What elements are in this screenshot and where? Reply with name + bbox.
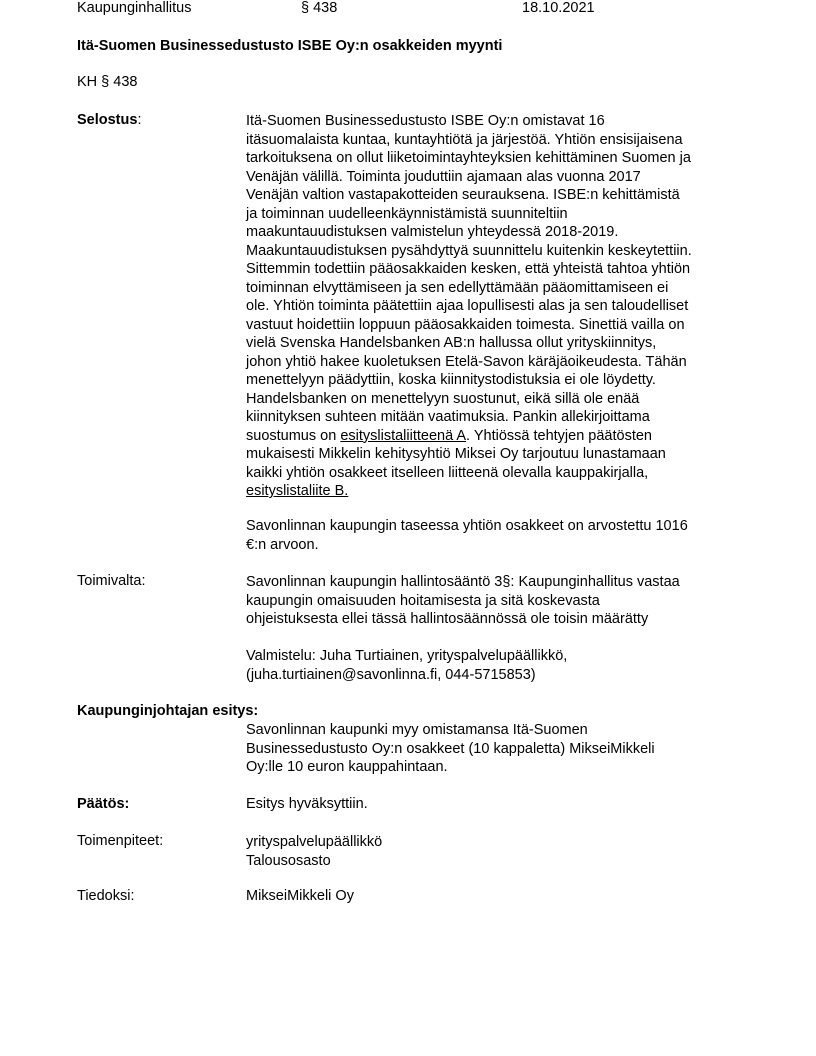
esitys-label: Kaupunginjohtajan esitys: <box>77 703 259 719</box>
selostus-line: kiinnityksen suhteen mitään vaatimuksia. Pankin allekirjoittama <box>246 409 650 425</box>
selostus-line: johon yhtiö hakee kuoletuksen Etelä-Savon käräjäoikeudesta. Tähän <box>246 353 687 370</box>
selostus-line <box>246 427 746 446</box>
tiedoksi-text: MikseiMikkeli Oy <box>246 888 354 904</box>
valuation-line: Savonlinnan kaupungin taseessa yhtiön osakkeet on arvostettu 1016 <box>246 518 688 534</box>
selostus-line-text: suostumus on <box>246 427 341 444</box>
selostus-line: kaikki yhtiön osakkeet itselleen liitteenä olevalla kauppakirjalla, <box>246 464 649 481</box>
toimenpiteet-label: Toimenpiteet: <box>77 833 164 849</box>
paatos-label: Päätös: <box>77 796 130 812</box>
selostus-line: ja toiminnan uudelleenkäynnistämistä suunniteltiin <box>246 205 568 222</box>
selostus-label-colon: : <box>137 112 142 128</box>
selostus-line: Itä-Suomen Businessedustusto ISBE Oy:n omistavat 16 <box>246 113 605 129</box>
selostus-line: maakuntauudistuksen valmistelun yhteydessä 2018-2019. <box>246 224 619 240</box>
toimivalta-label: Toimivalta: <box>77 573 146 589</box>
selostus-line: menettelyyn päädyttiin, koska kiinnitystodistuksia ei ole löydetty. <box>246 372 656 388</box>
header-org: Kaupunginhallitus <box>77 0 192 16</box>
header-section: § 438 <box>301 0 338 16</box>
selostus-line <box>246 482 746 501</box>
selostus-line-text: . Yhtiössä tehtyjen päätösten <box>466 427 652 444</box>
toimenpiteet-body <box>246 833 746 870</box>
selostus-line: vastuut hoidettiin loppuun pääosakkaiden toimesta. Sinettiä vailla on <box>246 316 685 333</box>
esitys-line: Oy:lle 10 euron kauppahintaan. <box>246 759 448 775</box>
esitys-line: Businessedustusto Oy:n osakkeet (10 kappaletta) MikseiMikkeli <box>246 740 655 757</box>
selostus-label <box>77 112 141 128</box>
selostus-line: vielä Svenska Handelsbanken AB:n hallussa ollut yrityskiinnitys, <box>246 335 657 351</box>
toimivalta-line: Savonlinnan kaupungin hallintosääntö 3§: Kaupunginhallitus vastaa <box>246 574 680 590</box>
header-date: 18.10.2021 <box>522 0 595 16</box>
kh-reference: KH § 438 <box>77 74 138 90</box>
attachment-b-link[interactable]: esityslistaliite B. <box>246 483 349 499</box>
toimivalta-body <box>246 573 746 629</box>
valuation-line: €:n arvoon. <box>246 536 319 553</box>
toimenpiteet-line: yrityspalvelupäällikkö <box>246 834 383 850</box>
selostus-line: ole. Yhtiön toiminta päätettiin ajaa lopullisesti alas ja sen taloudelliset <box>246 298 689 314</box>
selostus-body <box>246 112 746 501</box>
valmistelu-paragraph <box>246 647 746 684</box>
valmistelu-line: (juha.turtiainen@savonlinna.fi, 044-5715853) <box>246 666 536 683</box>
document-title: Itä-Suomen Businessedustusto ISBE Oy:n osakkeiden myynti <box>77 38 503 54</box>
selostus-line: Sittemmin todettiin pääosakkaiden kesken, että yhteistä tahtoa yhtiön <box>246 261 691 277</box>
selostus-line: Handelsbanken on menettelyyn suostunut, eikä sillä ole enää <box>246 390 640 407</box>
paatos-text: Esitys hyväksyttiin. <box>246 796 368 812</box>
selostus-line: Maakuntauudistuksen pysähdyttyä suunnittelu kuitenkin keskeytettiin. <box>246 242 692 259</box>
tiedoksi-label: Tiedoksi: <box>77 888 135 904</box>
toimenpiteet-line: Talousosasto <box>246 852 331 869</box>
esitys-body <box>246 721 746 777</box>
valuation-paragraph <box>246 517 746 554</box>
selostus-line: mukaisesti Mikkelin kehitysyhtiö Miksei Oy tarjoutuu lunastamaan <box>246 446 666 462</box>
attachment-a-link[interactable]: esityslistaliitteenä A <box>340 427 467 444</box>
selostus-line: Venäjän valtion vastapakotteiden seurauksena. ISBE:n kehittämistä <box>246 187 680 203</box>
selostus-label-text: Selostus <box>77 112 138 128</box>
esitys-line: Savonlinnan kaupunki myy omistamansa Itä-Suomen <box>246 722 588 738</box>
selostus-line: toiminnan elvyttämiseen ja sen edellyttämään pääomittamiseen ei <box>246 279 669 296</box>
toimivalta-line: ohjeistuksesta ellei tässä hallintosäännössä ole toisin määrätty <box>246 611 649 627</box>
selostus-line: itäsuomalaista kuntaa, kuntayhtiötä ja järjestöä. Yhtiön ensisijaisena <box>246 131 683 148</box>
valmistelu-line: Valmistelu: Juha Turtiainen, yrityspalvelupäällikkö, <box>246 648 568 664</box>
toimivalta-line: kaupungin omaisuuden hoitamisesta ja sitä koskevasta <box>246 592 600 609</box>
selostus-line: Venäjän välillä. Toiminta jouduttiin ajamaan alas vuonna 2017 <box>246 168 641 185</box>
selostus-line: tarkoituksena on ollut liiketoimintayhteyksien kehittäminen Suomen ja <box>246 150 691 166</box>
